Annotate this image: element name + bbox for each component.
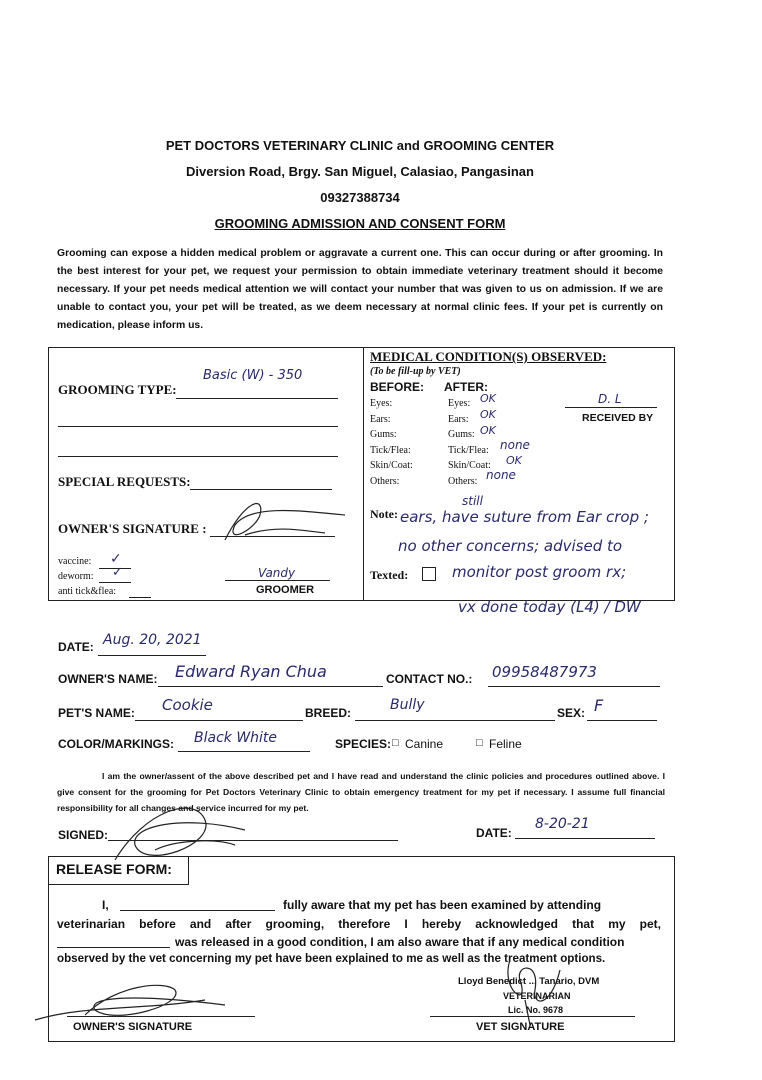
- after-eyes-value: OK: [480, 392, 496, 405]
- vet-name: Lloyd Benedict ... Tanario, DVM: [458, 976, 600, 987]
- sex-value: F: [594, 696, 604, 715]
- owner-name-label: OWNER'S NAME:: [58, 672, 158, 686]
- signed-date-label: DATE:: [476, 826, 512, 840]
- texted-checkbox[interactable]: [422, 567, 436, 581]
- signed-label: SIGNED:: [58, 828, 109, 842]
- pet-name-value: Cookie: [162, 696, 213, 714]
- breed-line: [355, 720, 555, 721]
- feline-checkbox-icon[interactable]: □: [476, 737, 483, 749]
- after-tickflea-label: Tick/Flea:: [448, 445, 489, 456]
- after-label: AFTER:: [444, 380, 488, 394]
- contact-line: [488, 686, 660, 687]
- grooming-type-line: [176, 398, 338, 399]
- feline-label: Feline: [489, 737, 522, 751]
- intro-paragraph: Grooming can expose a hidden medical problem or aggravate a current one. This can occur during or after grooming. In the best interest for your pet, we request your permission to obtain immediate veterinary treatment should it become necessary. If your pet needs medical attention we will contact your number that was given to us on admission. If we are unable to contact you, your pet will be treated, as we deem necessary at normal clinic fees. If your pet is currently on medication, please inform us.: [57, 248, 663, 331]
- after-gums-label: Gums:: [448, 429, 475, 440]
- release-line2: veterinarian before and after grooming, therefore I hereby acknowledged that my pet,: [57, 917, 661, 931]
- clinic-phone: 09327388734: [320, 190, 400, 205]
- antitick-label: anti tick&flea:: [58, 586, 117, 597]
- note-line-4: monitor post groom rx;: [452, 563, 627, 581]
- groomer-label: GROOMER: [256, 584, 315, 596]
- owner-signature-scribble-1: [205, 495, 355, 550]
- after-ears-label: Ears:: [448, 414, 469, 425]
- signed-date-line: [515, 838, 655, 839]
- vet-signature-scribble: [490, 950, 580, 1030]
- color-label: COLOR/MARKINGS:: [58, 737, 174, 751]
- release-line1: fully aware that my pet has been examined by attending: [283, 898, 602, 912]
- release-line3: was released in a good condition, I am also aware that if any medical condition: [175, 935, 625, 949]
- after-ears-value: OK: [480, 408, 496, 421]
- note-line-5: vx done today (L4) / DW: [458, 598, 641, 616]
- canine-label: Canine: [405, 737, 444, 751]
- note-line-2: ears, have suture from Ear crop ;: [400, 508, 649, 526]
- form-title: GROOMING ADMISSION AND CONSENT FORM: [214, 216, 506, 231]
- received-label: RECEIVED BY: [582, 412, 654, 424]
- deworm-line: [99, 582, 131, 583]
- consent-paragraph: I am the owner/assent of the above described pet and I have read and understand the clinic policies and procedures outlined above. I give consent for the grooming for Pet Doctors Veterinary Clinic to obtain emergency treatment for my pet if necessary. I assume full financial responsibility for all changes and service incurred for my pet.: [57, 771, 665, 813]
- before-eyes: Eyes:: [370, 398, 393, 409]
- grooming-extra-line-1: [58, 426, 338, 427]
- owner-sig-line: [67, 1016, 255, 1017]
- note-line-3: no other concerns; advised to: [398, 537, 623, 555]
- box-divider: [363, 347, 364, 601]
- date-value: Aug. 20, 2021: [103, 632, 202, 648]
- vaccine-mark: ✓: [110, 551, 122, 567]
- before-ears: Ears:: [370, 414, 391, 425]
- medical-title: MEDICAL CONDITION(S) OBSERVED:: [370, 349, 607, 364]
- before-others: Others:: [370, 476, 400, 487]
- deworm-label: deworm:: [58, 571, 94, 582]
- after-others-label: Others:: [448, 476, 478, 487]
- after-skincoat-value: OK: [506, 454, 522, 467]
- release-name-line: [120, 910, 275, 911]
- color-value: Black White: [194, 730, 278, 746]
- date-label: DATE:: [58, 640, 94, 654]
- signed-date-value: 8-20-21: [535, 816, 590, 832]
- after-eyes-label: Eyes:: [448, 398, 471, 409]
- release-line4: observed by the vet concerning my pet have been explained to me as well as the treatment options.: [57, 952, 606, 965]
- color-line: [178, 751, 310, 752]
- before-label: BEFORE:: [370, 380, 424, 394]
- canine-checkbox-icon[interactable]: □: [392, 737, 399, 749]
- special-requests-line: [190, 489, 332, 490]
- release-pet-line: [57, 947, 170, 948]
- date-line: [98, 655, 206, 656]
- vet-sig-line: [430, 1016, 635, 1017]
- clinic-address: Diversion Road, Brgy. San Miguel, Calasiao, Pangasinan: [186, 164, 534, 179]
- after-skincoat-label: Skin/Coat:: [448, 460, 491, 471]
- groomer-name: Vandy: [258, 566, 296, 580]
- note-label: Note:: [370, 507, 398, 521]
- received-line: [565, 407, 657, 408]
- received-initials: D. L: [598, 392, 622, 406]
- antitick-line: [129, 597, 151, 598]
- species-label: SPECIES:: [335, 737, 392, 751]
- before-gums: Gums:: [370, 429, 397, 440]
- breed-value: Bully: [390, 697, 425, 713]
- vaccine-label: vaccine:: [58, 556, 92, 567]
- special-requests-label: SPECIAL REQUESTS:: [58, 474, 191, 489]
- contact-label: CONTACT NO.:: [386, 672, 473, 686]
- sex-label: SEX:: [557, 706, 586, 720]
- grooming-extra-line-2: [58, 456, 338, 457]
- medical-subtitle: (To be fill-up by VET): [370, 366, 461, 377]
- pet-name-line: [135, 720, 303, 721]
- grooming-type-label: GROOMING TYPE:: [58, 382, 177, 397]
- vet-lic: Lic. No. 9678: [508, 1005, 564, 1015]
- texted-label: Texted:: [370, 568, 409, 582]
- owner-name-value: Edward Ryan Chua: [175, 662, 327, 681]
- after-others-value: none: [486, 468, 516, 482]
- owner-sig-label: OWNER'S SIGNATURE: [73, 1021, 193, 1033]
- deworm-mark: ✓: [112, 565, 123, 580]
- clinic-name: PET DOCTORS VETERINARY CLINIC and GROOMING CENTER: [165, 138, 555, 153]
- sex-line: [587, 720, 657, 721]
- contact-value: 09958487973: [492, 663, 597, 681]
- after-tickflea-value: none: [500, 438, 530, 452]
- before-skincoat: Skin/Coat:: [370, 460, 413, 471]
- pet-name-label: PET'S NAME:: [58, 706, 135, 720]
- groomer-line: [225, 580, 330, 581]
- after-gums-value: OK: [480, 424, 496, 437]
- breed-label: BREED:: [305, 706, 352, 720]
- owner-signature-label: OWNER'S SIGNATURE :: [58, 521, 207, 536]
- note-line-1: still: [462, 494, 483, 508]
- grooming-type-value: Basic (W) - 350: [203, 368, 303, 383]
- release-i-label: I,: [102, 898, 109, 912]
- release-title: RELEASE FORM:: [56, 861, 172, 877]
- before-tickflea: Tick/Flea:: [370, 445, 411, 456]
- vet-sig-label: VET SIGNATURE: [476, 1021, 565, 1033]
- owner-name-line: [158, 686, 383, 687]
- vet-title: VETERINARIAN: [503, 991, 571, 1001]
